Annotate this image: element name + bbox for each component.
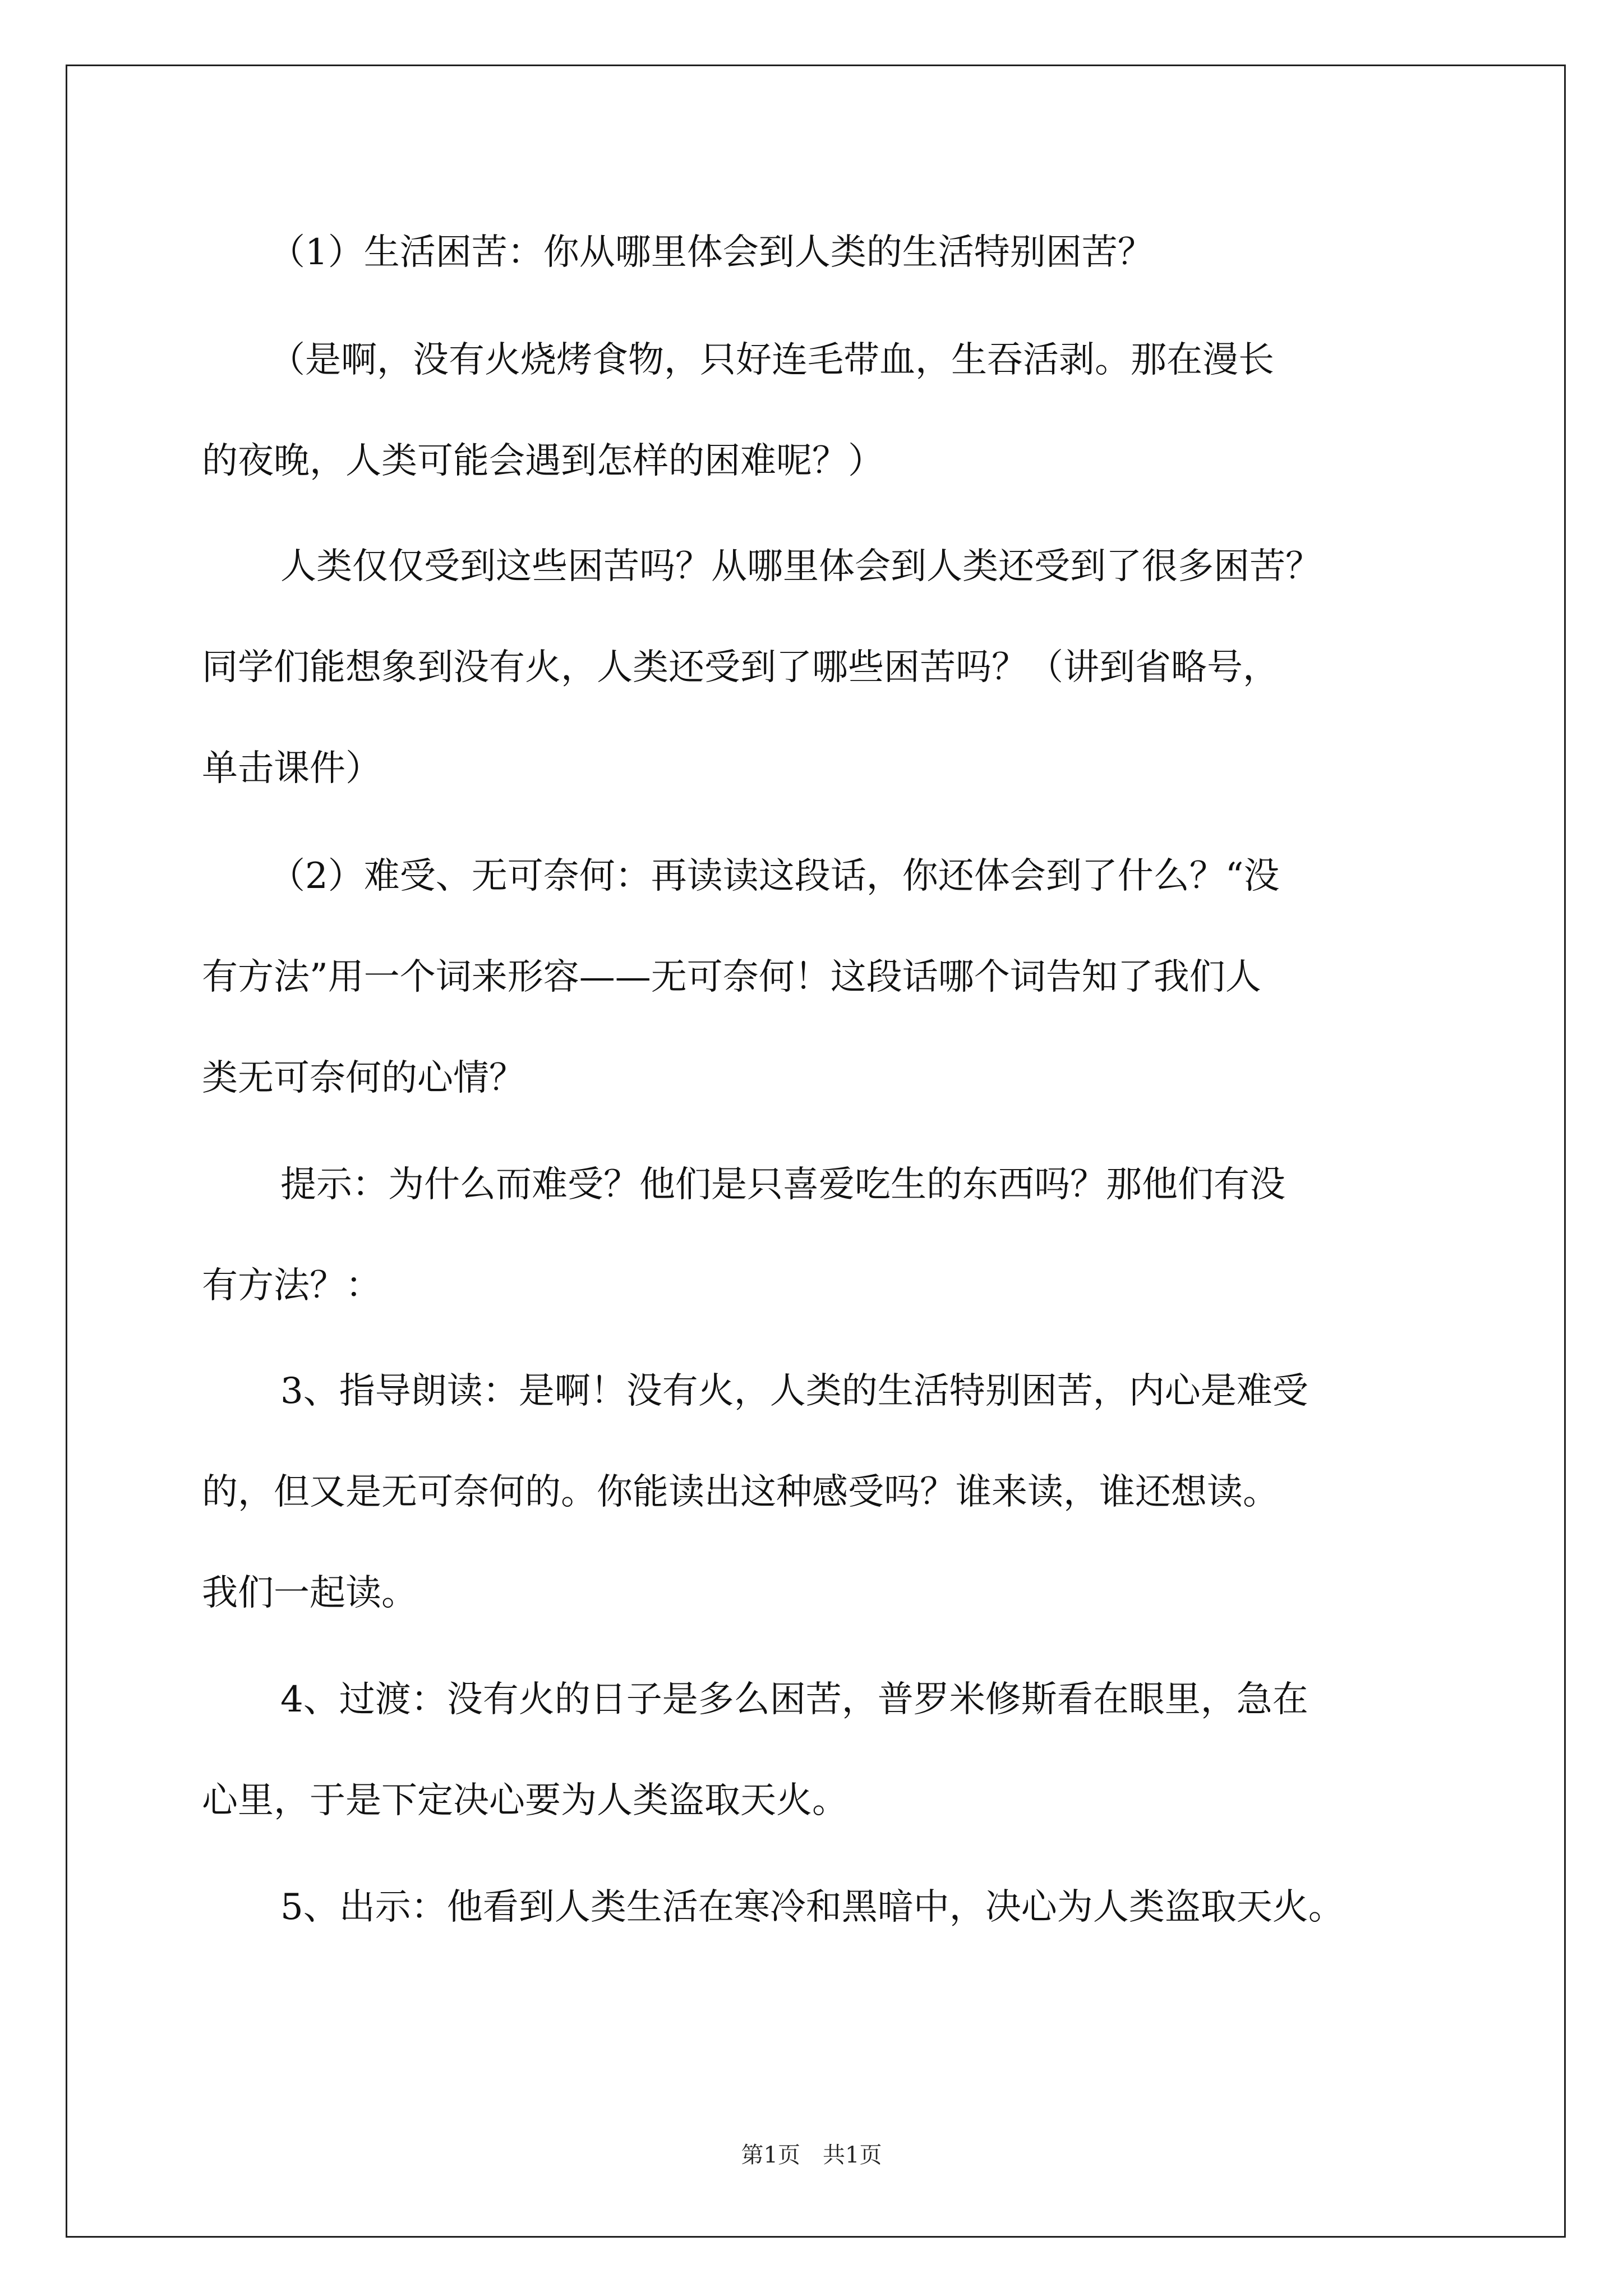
paragraph-line: （2）难受、无可奈何：再读读这段话，你还体会到了什么？“没 [269, 855, 1280, 897]
paragraph-line: 同学们能想象到没有火，人类还受到了哪些困苦吗？（讲到省略号， [202, 647, 1279, 688]
paragraph-line: 5、出示：他看到人类生活在寒冷和黑暗中，决心为人类盗取天火。 [280, 1887, 1344, 1928]
paragraph-line: 单击课件） [202, 748, 381, 789]
paragraph-line: 3、指导朗读：是啊！没有火，人类的生活特别困苦，内心是难受 [280, 1370, 1308, 1412]
paragraph-line: 心里，于是下定决心要为人类盗取天火。 [202, 1780, 848, 1821]
paragraph-2 [202, 310, 1436, 512]
paragraph-line: 提示：为什么而难受？他们是只喜爱吃生的东西吗？那他们有没 [280, 1164, 1285, 1205]
paragraph-line: （1）生活困苦：你从哪里体会到人类的生活特别困苦？ [269, 232, 1154, 273]
paragraph-line: 我们一起读。 [202, 1572, 417, 1614]
paragraph-line: 的夜晚，人类可能会遇到怎样的困难呢？） [202, 440, 884, 482]
paragraph-7 [202, 1649, 1436, 1851]
paragraph-3 [202, 516, 1436, 819]
paragraph-4 [202, 826, 1436, 1129]
paragraph-line: 类无可奈何的心情？ [202, 1057, 525, 1099]
paragraph-8 [202, 1857, 1436, 1958]
paragraph-line: 人类仅仅受到这些困苦吗？从哪里体会到人类还受到了很多困苦？ [280, 546, 1321, 587]
paragraph-line: 有方法？： [202, 1265, 381, 1306]
paragraph-line: 有方法”用一个词来形容——无可奈何！这段话哪个词告知了我们人 [202, 956, 1261, 998]
paragraph-line: 的，但又是无可奈何的。你能读出这种感受吗？谁来读，谁还想读。 [202, 1471, 1279, 1513]
page-number: 第1页 [741, 2142, 800, 2168]
paragraph-line: 4、过渡：没有火的日子是多么困苦，普罗米修斯看在眼里，急在 [280, 1679, 1308, 1720]
paragraph-6 [202, 1341, 1436, 1644]
paragraph-5 [202, 1134, 1436, 1336]
page-total: 共1页 [823, 2142, 882, 2168]
paragraph-1 [202, 202, 1436, 303]
paragraph-line: （是啊，没有火烧烤食物，只好连毛带血，生吞活剥。那在漫长 [269, 339, 1274, 381]
page-footer [0, 2137, 1623, 2169]
